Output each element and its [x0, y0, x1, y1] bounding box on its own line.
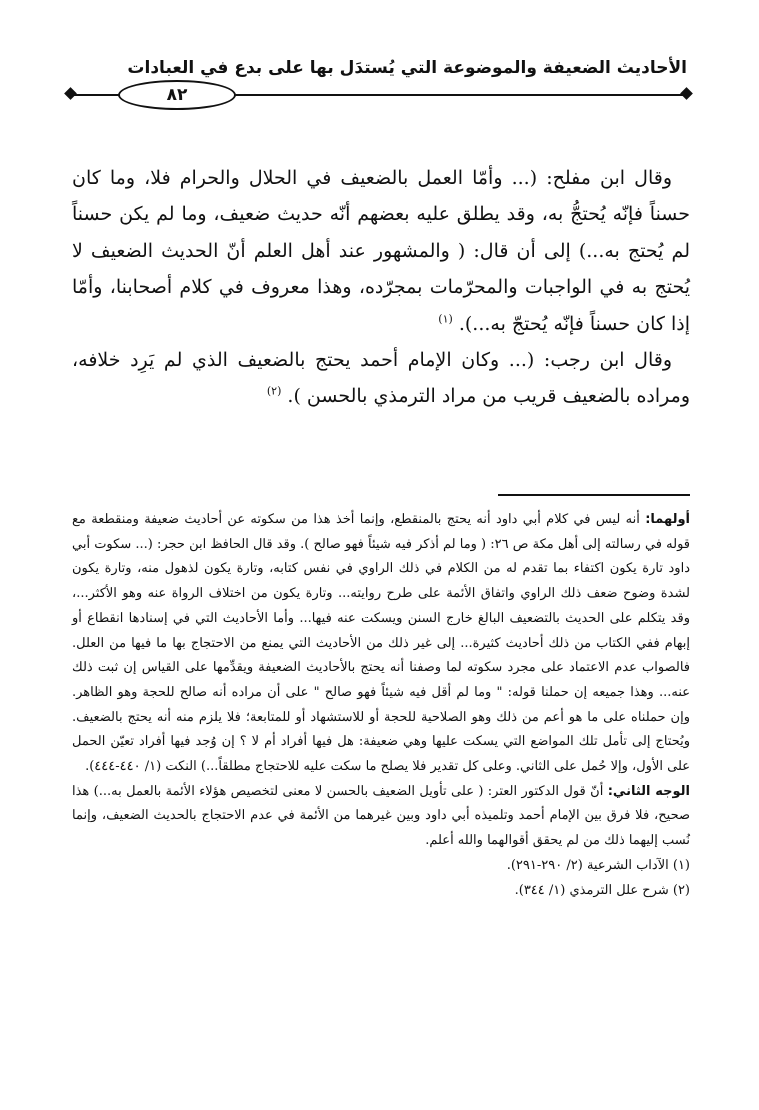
footnote-second-point [72, 780, 690, 854]
first-point-text: أنه ليس في كلام أبي داود أنه يحتج بالمنقطع، وإنما أخذ هذا من سكوته عن أحاديث ضعيفة ومنقطعة مع قوله في رسالته إلى أهل مكة ص ٢٦: ( وما لم أذكر فيه شيئاً فهو صالح ). وقد قال الحافظ ابن حجر: (... سكوت أبي داود تارة يكون اكتفاء بما تقدم له من الكلام في ذلك الراوي في نفس كتابه، وتارة يكون لذهول منه، وتارة يكون لشدة وضوح ضعف ذلك الراوي واتفاق الأئمة على طرح روايته... وتارة يكون من اختلاف الرواة عنه وهو الأكثر...، وقد يتكلم على الحديث بالتضعيف البالغ خارج السنن ويسكت عنه فيها... وأما الأحاديث التي في إسنادها انقطاع أو إبهام ففي الكتاب من ذلك أحاديث كثيرة... إلى غير ذلك من الأحاديث التي يمنع من الاحتجاج بها ما فيها من العلل. فالصواب عدم الاعتماد على مجرد سكوته لما وصفنا أنه يحتج بالأحاديث الضعيفة ويقدِّمها على القياس إن ثبت ذلك عنه... وهذا جميعه إن حملنا قوله: " وما لم أقل فيه شيئاً فهو صالح " على أن مراده أنه صالح للحجة وهو الظاهر. وإن حملناه على ما هو أعم من ذلك وهو الصلاحية للحجة أو للاستشهاد أو للمتابعة؛ فلا يلزم منه أنه يحتج بالضعيف. ويُحتاج إلى تأمل تلك المواضع التي يسكت عليها وهي ضعيفة: هل فيها أفراد أم لا ؟ إن وُجد فيها أفراد تعيّن الحمل على الأول، وإلا حُمل على الثاني. وعلى كل تقدير فلا يصلح ما سكت عليه للاحتجاج مطلقاً...) النكت (١/ ٤٤٠-٤٤٤). [72, 512, 690, 775]
footnote-separator [498, 494, 690, 496]
second-point-text: أنّ قول الدكتور العتر: ( على تأويل الضعيف بالحسن لا معنى لتخصيص هؤلاء الأئمة بالعمل به...) هذا صحيح، فلا فرق بين الإمام أحمد وتلميذه أبي داود وبين غيرهما من الأئمة في عدم الاحتجاج بالحديث الضعيف، وإنما نُسب إليهما ذلك من لم يحقق أقوالهما والله أعلم. [72, 783, 690, 849]
footnote-reference-1: (١) الآداب الشرعية (٢/ ٢٩٠-٢٩١). [506, 857, 690, 873]
first-point-heading: أولهما: [645, 512, 690, 527]
footnote-marker-2: (٢) [266, 385, 282, 399]
paragraph-ibn-rajab [72, 342, 690, 415]
header-rule-right [230, 94, 684, 96]
paragraph-ibn-muflih [72, 160, 690, 342]
running-title: الأحاديث الضعيفة والموضوعة التي يُستدَل بها على بدع في العبادات [127, 58, 687, 78]
page-number: ٨٢ [118, 80, 236, 110]
footnotes [72, 508, 690, 903]
paragraph-ibn-muflih-text: وقال ابن مفلح: (... وأمّا العمل بالضعيف في الحلال والحرام فلا، وما كان حسناً فإنّه يُحتجُّ به، وقد يطلق عليه بعضهم أنّه حديث ضعيف، وما لم يكن حسناً لم يُحتج به...) إلى أن قال: ( والمشهور عند أهل العلم أنّ الحديث الضعيف لا يُحتج به في الواجبات والمحرّمات بمجرّده، وهذا معروف في كلام أصحابنا، وأمّا إذا كان حسناً فإنّه يُحتجّ به...). [72, 167, 690, 335]
second-point-heading: الوجه الثاني: [607, 783, 690, 799]
footnote-marker-1: (١) [438, 312, 453, 326]
footnote-first-point [72, 508, 690, 780]
paragraph-ibn-rajab-text: وقال ابن رجب: (... وكان الإمام أحمد يحتج بالضعيف الذي لم يَرِد خلافه، ومراده بالضعيف قريب من مراد الترمذي بالحسن ). [72, 349, 690, 408]
footnote-reference-2: (٢) شرح علل الترمذي (١/ ٣٤٤). [514, 882, 690, 898]
diamond-ornament-right [680, 87, 693, 100]
main-text [72, 160, 690, 415]
diamond-ornament-left [64, 87, 77, 100]
